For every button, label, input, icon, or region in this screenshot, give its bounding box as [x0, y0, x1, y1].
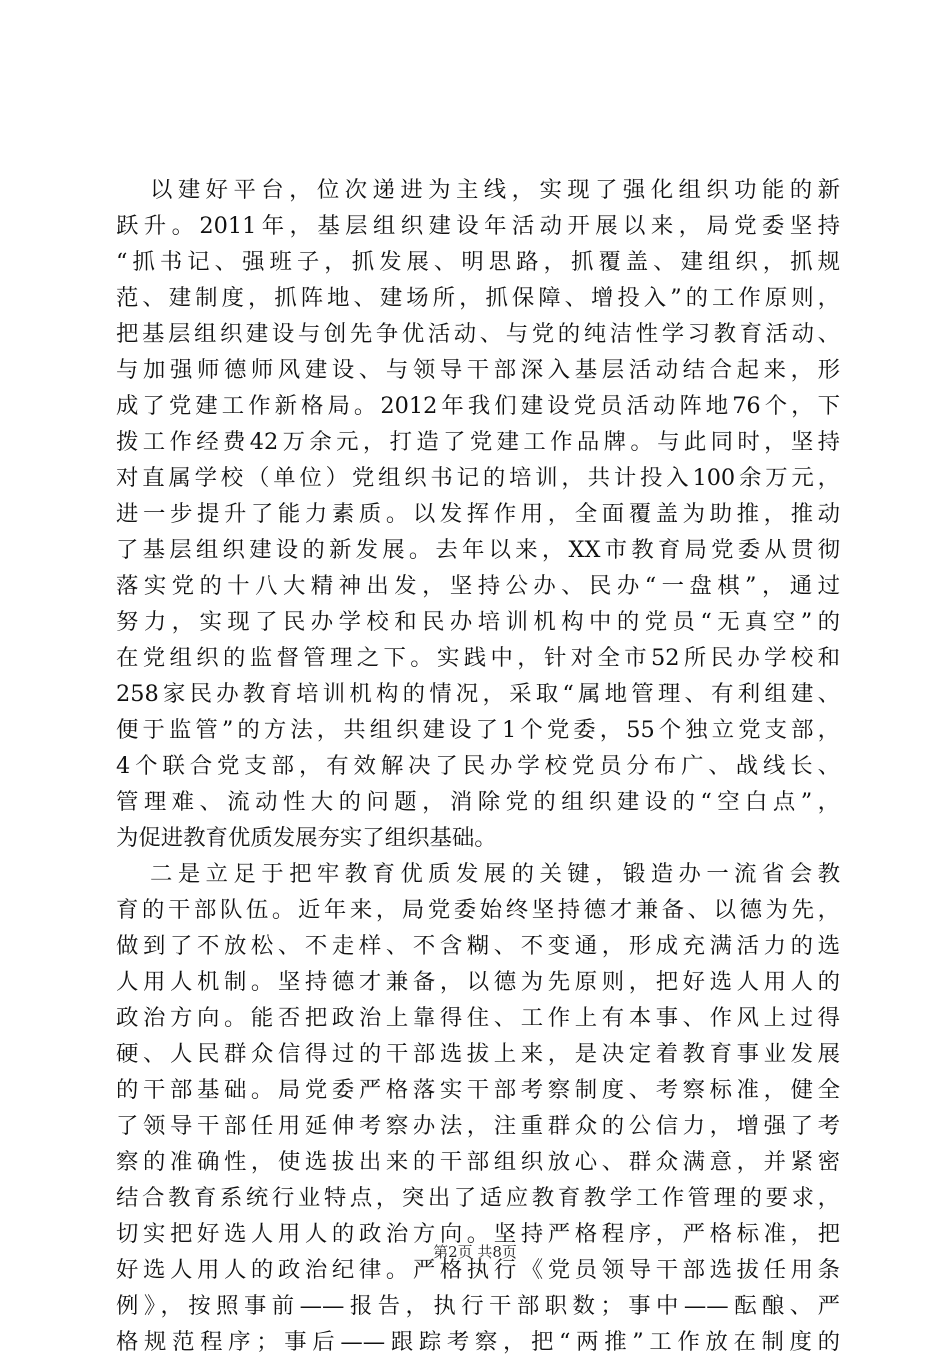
text-line: 了基层组织建设的新发展。去年以来，XX市教育局党委从贯彻 [116, 537, 840, 563]
text-line: 育的干部队伍。近年来，局党委始终坚持德才兼备、以德为先， [116, 897, 840, 923]
text-line: 跃升。2011年，基层组织建设年活动开展以来，局党委坚持 [116, 213, 840, 239]
text-line: 努力，实现了民办学校和民办培训机构中的党员“无真空”的 [116, 609, 840, 635]
text-line: 二是立足于把牢教育优质发展的关键，锻造办一流省会教 [150, 861, 840, 887]
text-line: 结合教育系统行业特点，突出了适应教育教学工作管理的要求， [116, 1185, 840, 1211]
text-line: 以建好平台，位次递进为主线，实现了强化组织功能的新 [150, 177, 840, 203]
text-line: 管理难、流动性大的问题，消除党的组织建设的“空白点”， [116, 789, 840, 815]
text-line: 落实党的十八大精神出发，坚持公办、民办“一盘棋”，通过 [116, 573, 840, 599]
text-line: 便于监管”的方法，共组织建设了1个党委，55个独立党支部， [116, 717, 840, 743]
text-line: 做到了不放松、不走样、不含糊、不变通，形成充满活力的选 [116, 933, 840, 959]
text-line: 拨工作经费42万余元，打造了党建工作品牌。与此同时，坚持 [116, 429, 840, 455]
text-line: 政治方向。能否把政治上靠得住、工作上有本事、作风上过得 [116, 1005, 840, 1031]
text-line: 人用人机制。坚持德才兼备，以德为先原则，把好选人用人的 [116, 969, 840, 995]
text-line: 的干部基础。局党委严格落实干部考察制度、考察标准，健全 [116, 1077, 840, 1103]
text-line: 了领导干部任用延伸考察办法，注重群众的公信力，增强了考 [116, 1113, 840, 1139]
text-line: 范、建制度，抓阵地、建场所，抓保障、增投入”的工作原则， [116, 285, 840, 311]
text-line: 为促进教育优质发展夯实了组织基础。 [116, 825, 497, 851]
text-line: 与加强师德师风建设、与领导干部深入基层活动结合起来，形 [116, 357, 840, 383]
text-line: “抓书记、强班子，抓发展、明思路，抓覆盖、建组织，抓规 [116, 249, 840, 275]
text-line: 切实把好选人用人的政治方向。坚持严格程序，严格标准，把 [116, 1221, 840, 1247]
text-line: 好选人用人的政治纪律。严格执行《党员领导干部选拔任用条 [116, 1257, 840, 1283]
text-line: 进一步提升了能力素质。以发挥作用，全面覆盖为助推，推动 [116, 501, 840, 527]
text-line: 在党组织的监督管理之下。实践中，针对全市52所民办学校和 [116, 645, 840, 671]
text-line: 对直属学校（单位）党组织书记的培训，共计投入100余万元， [116, 465, 840, 491]
text-line: 例》，按照事前——报告，执行干部职数；事中——酝酿、严 [116, 1293, 840, 1319]
text-line: 硬、人民群众信得过的干部选拔上来，是决定着教育事业发展 [116, 1041, 840, 1067]
page-footer: 第2页 共8页 [433, 1243, 517, 1261]
text-line: 258家民办教育培训机构的情况，采取“属地管理、有利组建、 [116, 681, 840, 707]
text-line: 成了党建工作新格局。2012年我们建设党员活动阵地76个，下 [116, 393, 840, 419]
text-line: 把基层组织建设与创先争优活动、与党的纯洁性学习教育活动、 [116, 321, 840, 347]
text-line: 4个联合党支部，有效解决了民办学校党员分布广、战线长、 [116, 753, 840, 779]
text-line: 察的准确性，使选拔出来的干部组织放心、群众满意，并紧密 [116, 1149, 840, 1175]
text-line: 格规范程序；事后——跟踪考察，把“两推”工作放在制度的 [116, 1329, 840, 1355]
document-body [116, 172, 840, 1360]
